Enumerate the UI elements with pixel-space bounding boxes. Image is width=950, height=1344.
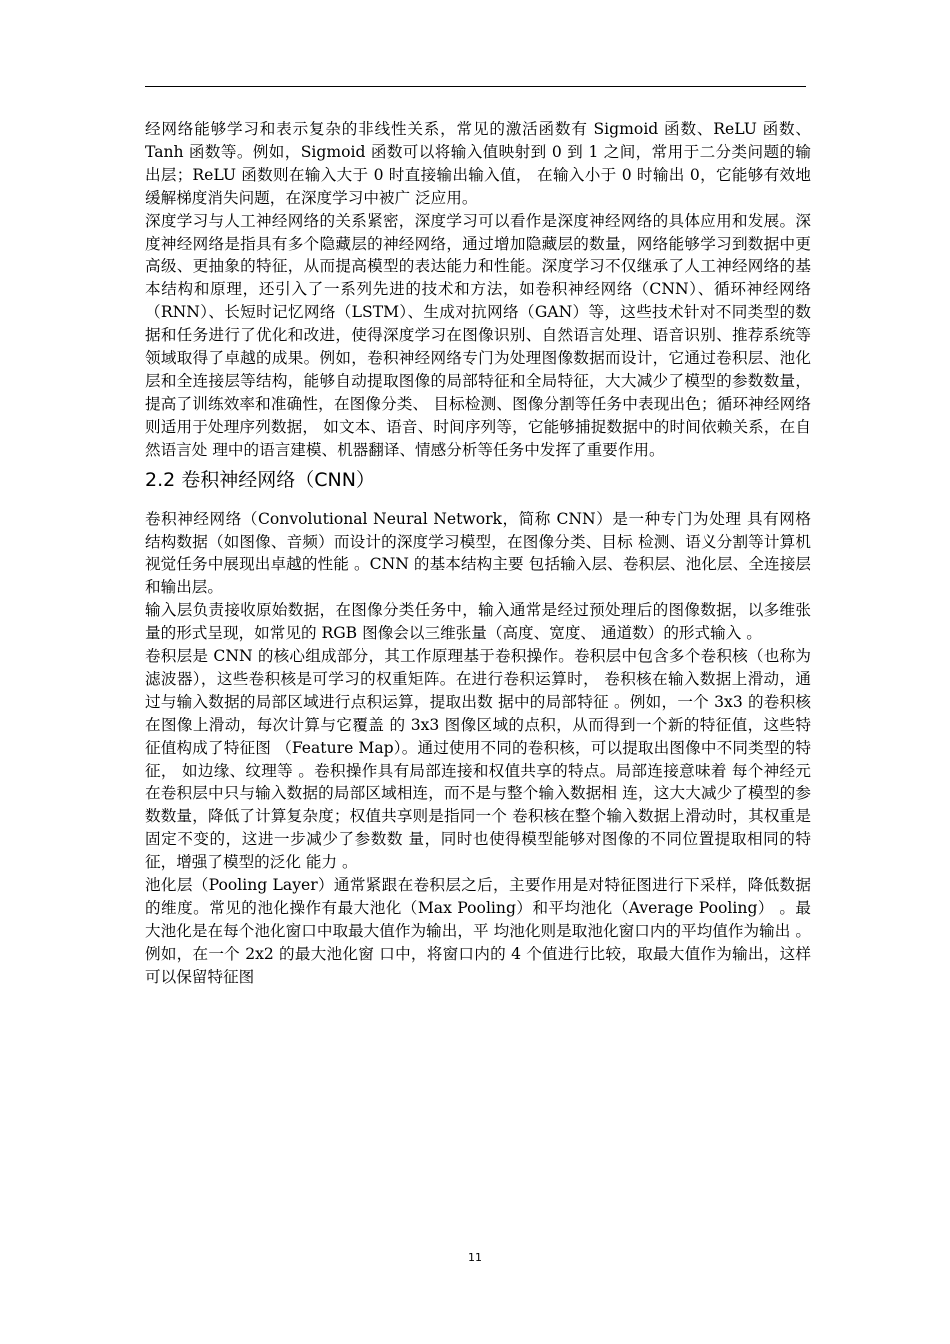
- page-number: 11: [468, 1251, 482, 1264]
- paragraph: 输入层负责接收原始数据，在图像分类任务中，输入通常是经过预处理后的图像数据，以多维张量的形式呈现，如常见的 RGB 图像会以三维张量（高度、宽度、 通道数）的形式输入 。: [145, 601, 811, 643]
- paragraph: 深度学习与人工神经网络的关系紧密，深度学习可以看作是深度神经网络的具体应用和发展。深度神经网络是指具有多个隐藏层的神经网络，通过增加隐藏层的数量，网络能够学习到数据中更高级、更抽象的特征，从而提高模型的表达能力和性能。深度学习不仅继承了人工神经网络的基本结构和原理，还引入了一系列先进的技术和方法，如卷积神经网络（CNN）、循环神经网络（RNN）、长短时记忆网络（LSTM）、生成对抗网络（GAN）等，这些技术针对不同类型的数据和任务进行了优化和改进，使得深度学习在图像识别、自然语言处理、语音识别、推荐系统等领域取得了卓越的成果。例如，卷积神经网络专门为处理图像数据而设计，它通过卷积层、池化层和全连接层等结构，能够自动提取图像的局部特征和全局特征，大大减少了模型的参数数量，提高了训练效率和准确性，在图像分类、 目标检测、图像分割等任务中表现出色；循环神经网络则适用于处理序列数据， 如文本、语音、时间序列等，它能够捕捉数据中的时间依赖关系，在自然语言处 理中的语言建模、机器翻译、情感分析等任务中发挥了重要作用。: [145, 211, 811, 459]
- paragraph: 经网络能够学习和表示复杂的非线性关系，常见的激活函数有 Sigmoid 函数、ReLU 函数、Tanh 函数等。例如，Sigmoid 函数可以将输入值映射到 0 到 1 之间，常用于二分类问题的输出层；ReLU 函数则在输入大于 0 时直接输出输入值， 在输入小于 0 时输出 0，它能够有效地缓解梯度消失问题，在深度学习中被广 泛应用。: [145, 120, 811, 207]
- paragraph: 池化层（Pooling Layer）通常紧跟在卷积层之后，主要作用是对特征图进行下采样，降低数据的维度。常见的池化操作有最大池化（Max Pooling）和平均池化（Average Pooling） 。最大池化是在每个池化窗口中取最大值作为输出，平 均池化则是取池化窗口内的平均值作为输出 。例如，在一个 2x2 的最大池化窗 口中，将窗口内的 4 个值进行比较，取最大值作为输出，这样可以保留特征图: [145, 876, 811, 986]
- paragraph: 卷积神经网络（Convolutional Neural Network，简称 CNN）是一种专门为处理 具有网格结构数据（如图像、音频）而设计的深度学习模型，在图像分类、目标 检测、语义分割等计算机视觉任务中展现出卓越的性能 。CNN 的基本结构主要 包括输入层、卷积层、池化层、全连接层和输出层。: [145, 509, 811, 597]
- paragraph: 卷积层是 CNN 的核心组成部分，其工作原理基于卷积操作。卷积层中包含多个卷积核（也称为滤波器），这些卷积核是可学习的权重矩阵。在进行卷积运算时， 卷积核在输入数据上滑动，通过与输入数据的局部区域进行点积运算，提取出数 据中的局部特征 。例如，一个 3x3 的卷积核在图像上滑动，每次计算与它覆盖 的 3x3 图像区域的点积，从而得到一个新的特征值，这些特征值构成了特征图 （Feature Map）。通过使用不同的卷积核，可以提取出图像中不同类型的特征， 如边缘、纹理等 。卷积操作具有局部连接和权值共享的特点。局部连接意味着 每个神经元在卷积层中只与输入数据的局部区域相连，而不是与整个输入数据相 连，这大大减少了模型的参数数量，降低了计算复杂度；权值共享则是指同一个 卷积核在整个输入数据上滑动时，其权重是固定不变的，这进一步减少了参数数 量，同时也使得模型能够对图像的不同位置提取相同的特征，增强了模型的泛化 能力 。: [145, 647, 811, 872]
- header-rule: [145, 86, 806, 87]
- body-text: [145, 118, 811, 989]
- section-heading: 2.2 卷积神经网络（CNN）: [145, 468, 375, 491]
